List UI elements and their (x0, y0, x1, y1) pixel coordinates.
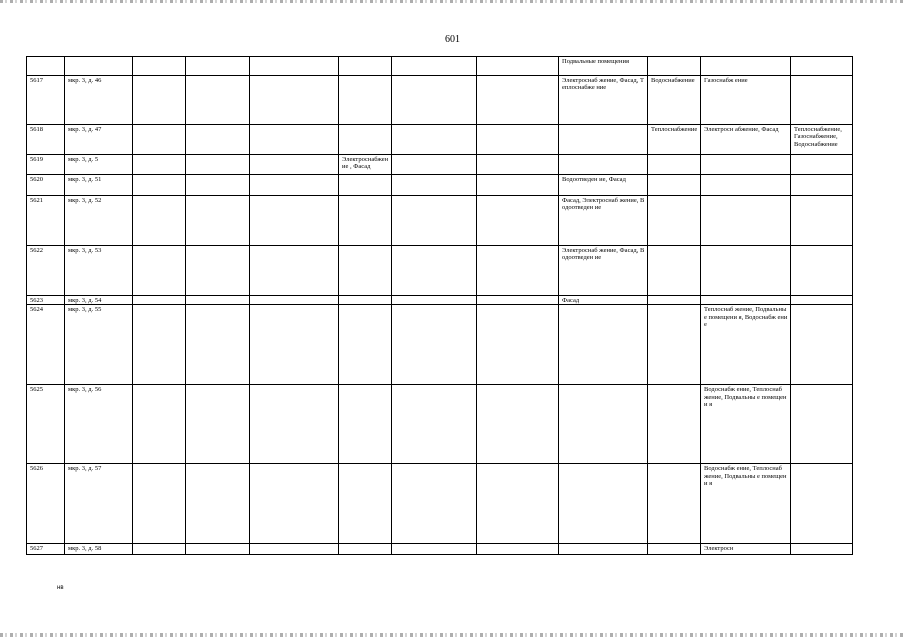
cell-col-k (791, 155, 853, 175)
cell-col-j (701, 155, 791, 175)
cell-address: мкр. 3, д. 54 (65, 296, 133, 305)
cell-row-number: 5621 (27, 196, 65, 246)
cell (250, 57, 339, 76)
cell (186, 246, 250, 296)
cell-col-j (701, 296, 791, 305)
cell-row-number: 5622 (27, 246, 65, 296)
table-row (27, 296, 853, 305)
cell-col-k (791, 175, 853, 196)
cell-col-j: Газоснабж ение (701, 76, 791, 125)
cell-col-f (339, 196, 392, 246)
cell-address: мкр. 3, д. 53 (65, 246, 133, 296)
cell (250, 175, 339, 196)
cell-col-h (559, 464, 648, 544)
cell-address: мкр. 3, д. 51 (65, 175, 133, 196)
cell (250, 155, 339, 175)
cell (392, 544, 477, 555)
cell-col-k (791, 296, 853, 305)
cell-col-i (648, 246, 701, 296)
cell (392, 464, 477, 544)
cell (250, 125, 339, 155)
table-row (27, 155, 853, 175)
cell-col-i (648, 296, 701, 305)
cell-col-h: Фасад (559, 296, 648, 305)
cell (186, 196, 250, 246)
cell-col-i (648, 305, 701, 385)
cell (133, 246, 186, 296)
repair-register-table (26, 56, 853, 555)
cell-col-j (701, 175, 791, 196)
cell-col-j: Электросн (701, 544, 791, 555)
cell-row-number: 5626 (27, 464, 65, 544)
footer-mark: нв (57, 585, 64, 591)
cell (477, 175, 559, 196)
cell-col-j (701, 246, 791, 296)
cell-address: мкр. 3, д. 52 (65, 196, 133, 246)
table-row (27, 125, 853, 155)
table-row (27, 196, 853, 246)
cell-col-i (648, 544, 701, 555)
cell-col-i (648, 385, 701, 464)
cell (791, 57, 853, 76)
cell (133, 57, 186, 76)
cell-col-j (701, 196, 791, 246)
cell (477, 296, 559, 305)
cell (701, 57, 791, 76)
cell-col-k: Теплоснабжение, Газоснабжение, Водоснабжение (791, 125, 853, 155)
cell-address: мкр. 3, д. 55 (65, 305, 133, 385)
cell-col-i: Теплоснабжение (648, 125, 701, 155)
cell (392, 246, 477, 296)
cell (392, 125, 477, 155)
cell (477, 155, 559, 175)
cell (133, 305, 186, 385)
cell (250, 385, 339, 464)
cell (477, 385, 559, 464)
cell-row-number: 5627 (27, 544, 65, 555)
cell (392, 296, 477, 305)
cell-col-j: Теплоснаб жение, Подвальны е помещени я, Водоснабж ение (701, 305, 791, 385)
cell-col-f (339, 544, 392, 555)
cell-address: мкр. 3, д. 47 (65, 125, 133, 155)
cell-row-number: 5625 (27, 385, 65, 464)
cell-col-f (339, 76, 392, 125)
cell (186, 125, 250, 155)
cell-col-i: Водоснабжение (648, 76, 701, 125)
cell (250, 246, 339, 296)
cell (250, 464, 339, 544)
cell (65, 57, 133, 76)
cell (133, 155, 186, 175)
cell (186, 296, 250, 305)
cell (477, 76, 559, 125)
cell-row-number: 5623 (27, 296, 65, 305)
cell (392, 196, 477, 246)
cell (186, 464, 250, 544)
cell (250, 196, 339, 246)
cell-col-k (791, 305, 853, 385)
cell (477, 544, 559, 555)
cell-col-h: Фасад, Электроснаб жение, Водоотведен ие (559, 196, 648, 246)
cell-row-number: 5620 (27, 175, 65, 196)
table-row (27, 246, 853, 296)
cell (477, 246, 559, 296)
cell-col-f (339, 305, 392, 385)
cell-col-k (791, 196, 853, 246)
cell-row-number: 5624 (27, 305, 65, 385)
cell (477, 57, 559, 76)
cell-col-h: Электроснаб жение, Фасад, Водоотведен ие (559, 246, 648, 296)
cell (186, 385, 250, 464)
cell-col-f (339, 125, 392, 155)
cell-col-k (791, 246, 853, 296)
cell (186, 305, 250, 385)
cell-col-k (791, 76, 853, 125)
cell-col-i (648, 175, 701, 196)
table-row (27, 544, 853, 555)
cell-col-h (559, 544, 648, 555)
cell (133, 296, 186, 305)
table-row (27, 175, 853, 196)
cell-col-j: Электросн абжение, Фасад (701, 125, 791, 155)
cell (186, 155, 250, 175)
cell (392, 385, 477, 464)
cell-col-i (648, 464, 701, 544)
cell-col-k (791, 385, 853, 464)
cell (133, 464, 186, 544)
cell (133, 125, 186, 155)
cell (477, 125, 559, 155)
cell (186, 175, 250, 196)
cell (392, 305, 477, 385)
cell-col-f: Электроснабжение , Фасад (339, 155, 392, 175)
cell-col-h (559, 305, 648, 385)
cell (392, 76, 477, 125)
table-row (27, 385, 853, 464)
cell (186, 76, 250, 125)
cell-col-i (648, 196, 701, 246)
cell-col-f (339, 246, 392, 296)
cell (133, 175, 186, 196)
cell-col-k (791, 464, 853, 544)
cell-address: мкр. 3, д. 46 (65, 76, 133, 125)
cell (133, 385, 186, 464)
cell (133, 544, 186, 555)
cell-col-f (339, 296, 392, 305)
cell-col-h: Подвальные помещения (559, 57, 648, 76)
table-row-continuation (27, 57, 853, 76)
cell-col-j: Водоснабж ение, Теплоснаб жение, Подвальны е помещени я (701, 385, 791, 464)
cell-col-f (339, 175, 392, 196)
cell-col-f (339, 385, 392, 464)
cell (250, 305, 339, 385)
cell-col-k (791, 544, 853, 555)
cell-col-h: Электроснаб жение, Фасад, Теплоснабже ние (559, 76, 648, 125)
cell-address: мкр. 3, д. 57 (65, 464, 133, 544)
cell-col-j: Водоснабж ение, Теплоснаб жение, Подвальны е помещени я (701, 464, 791, 544)
page-number: 601 (445, 34, 460, 45)
cell (250, 76, 339, 125)
cell (392, 155, 477, 175)
scan-edge-bottom (0, 633, 905, 637)
cell-row-number: 5617 (27, 76, 65, 125)
cell (250, 296, 339, 305)
cell-col-h: Водоотведен ие, Фасад (559, 175, 648, 196)
cell (186, 544, 250, 555)
cell (477, 464, 559, 544)
cell (27, 57, 65, 76)
cell (133, 76, 186, 125)
cell (250, 544, 339, 555)
cell (339, 57, 392, 76)
cell-col-h (559, 385, 648, 464)
table-row (27, 305, 853, 385)
cell-col-i (648, 155, 701, 175)
cell-col-h (559, 125, 648, 155)
cell (186, 57, 250, 76)
cell-address: мкр. 3, д. 5 (65, 155, 133, 175)
cell-col-h (559, 155, 648, 175)
cell (133, 196, 186, 246)
cell-row-number: 5618 (27, 125, 65, 155)
cell (648, 57, 701, 76)
cell (392, 57, 477, 76)
table-row (27, 76, 853, 125)
cell-col-f (339, 464, 392, 544)
cell-row-number: 5619 (27, 155, 65, 175)
cell-address: мкр. 3, д. 56 (65, 385, 133, 464)
cell (392, 175, 477, 196)
table-row (27, 464, 853, 544)
cell (477, 196, 559, 246)
scan-edge-top (0, 0, 905, 3)
cell (477, 305, 559, 385)
cell-address: мкр. 3, д. 58 (65, 544, 133, 555)
